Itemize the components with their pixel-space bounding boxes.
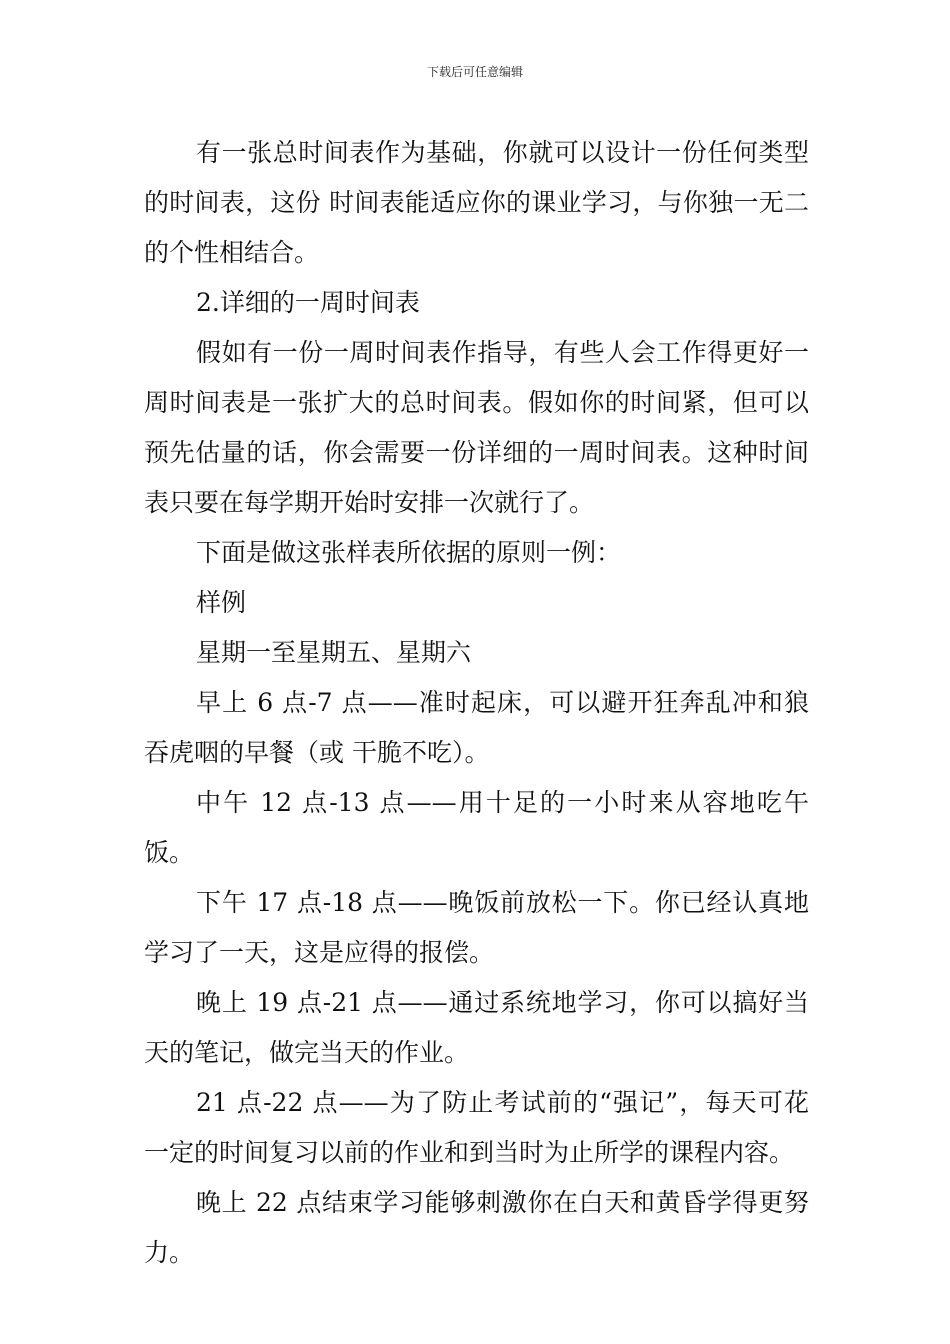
section-heading: 2.详细的一周时间表 — [196, 288, 420, 317]
paragraph-intro: 有一张总时间表作为基础，你就可以设计一份任何类型的时间表，这份 时间表能适应你的课业学习，与你独一无二的个性相结合。 — [144, 138, 809, 267]
days-label: 星期一至星期五、星期六 — [196, 638, 472, 667]
paragraph-conclusion: 晚上 22 点结束学习能够刺激你在白天和黄昏学得更努力。 — [144, 1188, 809, 1267]
schedule-item-noon: 中午 12 点-13 点——用十足的一小时来从容地吃午饭。 — [144, 788, 809, 867]
schedule-item-night: 21 点-22 点——为了防止考试前的“强记”，每天可花一定的时间复习以前的作业和到当时为止所学的课程内容。 — [144, 1088, 809, 1167]
paragraph-principle: 下面是做这张样表所依据的原则一例： — [196, 538, 622, 567]
page-header: 下载后可任意编辑 — [426, 65, 523, 79]
document-body — [144, 128, 809, 1278]
sample-label: 样例 — [196, 588, 247, 617]
schedule-item-evening: 晚上 19 点-21 点——通过系统地学习，你可以搞好当天的笔记，做完当天的作业。 — [144, 988, 809, 1067]
schedule-item-afternoon: 下午 17 点-18 点——晚饭前放松一下。你已经认真地学习了一天，这是应得的报偿。 — [144, 888, 809, 967]
paragraph-weekly: 假如有一份一周时间表作指导，有些人会工作得更好一周时间表是一张扩大的总时间表。假如你的时间紧，但可以预先估量的话，你会需要一份详细的一周时间表。这种时间表只要在每学期开始时安排一次就行了。 — [144, 338, 809, 517]
schedule-item-morning: 早上 6 点-7 点——准时起床，可以避开狂奔乱冲和狼吞虎咽的早餐（或 干脆不吃）。 — [144, 688, 809, 767]
